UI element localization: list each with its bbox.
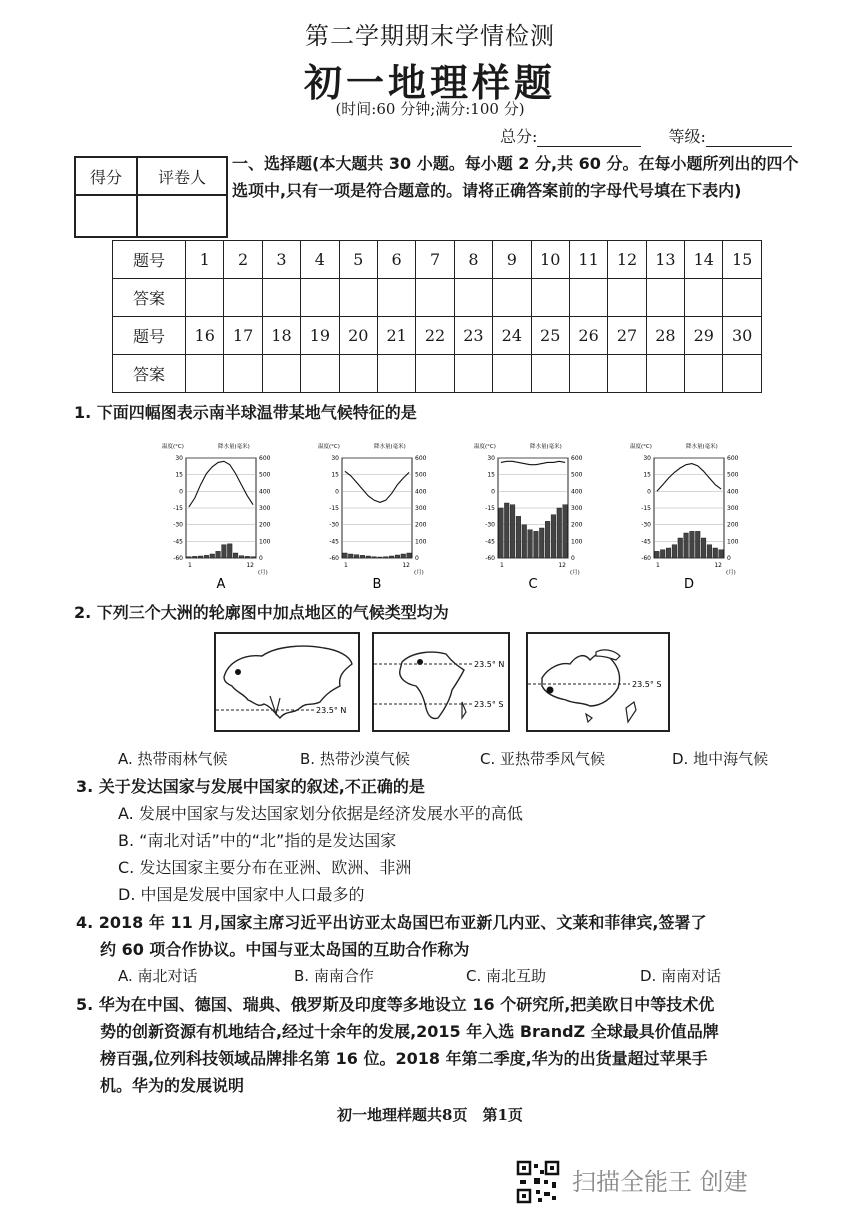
temp-tick-label: -30 bbox=[485, 521, 495, 529]
q5-line2: 势的创新资源有机地结合,经过十余年的发展,2015 年入选 BrandZ 全球最具价值品牌 bbox=[100, 1022, 719, 1041]
temp-tick-label: -60 bbox=[641, 555, 651, 562]
precip-bar bbox=[545, 521, 550, 558]
map-eurasia bbox=[214, 632, 360, 736]
temp-tick-label: 30 bbox=[487, 455, 495, 462]
precip-tick-label: 300 bbox=[259, 505, 271, 512]
precip-bar bbox=[695, 531, 700, 558]
precip-bar bbox=[534, 531, 539, 558]
climate-chart-d bbox=[628, 440, 778, 590]
grid-answer-cell[interactable] bbox=[454, 355, 492, 393]
grid-answer-cell[interactable] bbox=[531, 355, 569, 393]
precip-bar bbox=[713, 548, 718, 558]
precip-tick-label: 600 bbox=[727, 455, 739, 462]
climate-chart-c bbox=[472, 440, 622, 590]
q2-option-a[interactable]: A. 热带雨林气候 bbox=[118, 750, 228, 768]
temp-axis-label: 温度(°C) bbox=[474, 444, 496, 450]
precip-bar bbox=[233, 553, 238, 558]
precip-bar bbox=[227, 544, 232, 558]
grid-question-number: 8 bbox=[454, 241, 492, 279]
precip-tick-label: 500 bbox=[571, 471, 583, 479]
grid-question-number: 19 bbox=[301, 317, 339, 355]
precip-bar bbox=[504, 503, 509, 558]
precip-tick-label: 600 bbox=[259, 455, 271, 462]
precip-bar bbox=[348, 554, 353, 558]
grid-answer-cell[interactable] bbox=[723, 279, 761, 317]
precip-bar bbox=[690, 531, 695, 558]
temp-tick-label: -45 bbox=[641, 538, 651, 546]
q4-option-a[interactable]: A. 南北对话 bbox=[118, 967, 198, 985]
precip-bar bbox=[245, 556, 250, 558]
precip-bar bbox=[239, 556, 244, 558]
precip-bar bbox=[655, 551, 660, 558]
precip-axis-label: 降水量(毫米) bbox=[530, 444, 562, 450]
score-cell[interactable] bbox=[75, 195, 137, 237]
x-tick-start: 1 bbox=[500, 562, 504, 569]
x-tick-end: 12 bbox=[558, 562, 566, 569]
grid-answer-cell[interactable] bbox=[377, 279, 415, 317]
precip-bar bbox=[551, 515, 556, 558]
precip-bar bbox=[395, 555, 400, 558]
q4-stem-line1: 4. 2018 年 11 月,国家主席习近平出访亚太岛国巴布亚新几内亚、文莱和菲律宾,签署了 bbox=[76, 913, 707, 932]
grid-answer-cell[interactable] bbox=[416, 355, 454, 393]
temp-tick-label: 15 bbox=[487, 471, 495, 479]
exam-time-info: (时间:60 分钟;满分:100 分) bbox=[335, 100, 525, 118]
precip-tick-label: 0 bbox=[259, 555, 263, 562]
grid-answer-cell[interactable] bbox=[224, 279, 262, 317]
precip-tick-label: 200 bbox=[259, 521, 271, 529]
precip-tick-label: 0 bbox=[727, 555, 731, 562]
temp-axis-label: 温度(°C) bbox=[318, 444, 340, 450]
grid-question-number: 14 bbox=[685, 241, 723, 279]
precip-axis-label: 降水量(毫米) bbox=[218, 444, 250, 450]
precip-bar bbox=[719, 550, 724, 558]
temp-tick-label: -60 bbox=[173, 555, 183, 562]
precip-bar bbox=[187, 557, 192, 558]
temp-tick-label: 0 bbox=[491, 488, 495, 496]
temperature-line bbox=[189, 461, 253, 507]
precip-tick-label: 200 bbox=[727, 521, 739, 529]
precip-tick-label: 0 bbox=[571, 555, 575, 562]
grid-question-number: 6 bbox=[377, 241, 415, 279]
precip-bar bbox=[366, 556, 371, 558]
grid-answer-cell[interactable] bbox=[493, 355, 531, 393]
q5-line1: 5. 华为在中国、德国、瑞典、俄罗斯及印度等多地设立 16 个研究所,把美欧日中等技术优 bbox=[76, 995, 715, 1014]
precip-tick-label: 300 bbox=[571, 505, 583, 512]
precip-tick-label: 100 bbox=[727, 538, 739, 546]
precip-bar bbox=[210, 554, 215, 558]
precip-tick-label: 100 bbox=[571, 538, 583, 546]
x-unit-label: (月) bbox=[570, 570, 580, 576]
temp-tick-label: -30 bbox=[641, 521, 651, 529]
grid-qlabel: 题号 bbox=[113, 241, 186, 279]
grid-answer-cell[interactable] bbox=[262, 355, 300, 393]
temperature-line bbox=[501, 461, 565, 464]
x-unit-label: (月) bbox=[414, 570, 424, 576]
grid-qlabel: 题号 bbox=[113, 317, 186, 355]
precip-bar bbox=[528, 530, 533, 558]
temp-tick-label: -45 bbox=[485, 538, 495, 546]
grid-question-number: 26 bbox=[569, 317, 607, 355]
x-tick-end: 12 bbox=[246, 562, 254, 569]
x-tick-start: 1 bbox=[188, 562, 192, 569]
chart-letter-label: B bbox=[372, 577, 382, 592]
temperature-line bbox=[657, 464, 721, 492]
q2-option-d[interactable]: D. 地中海气候 bbox=[672, 750, 769, 768]
grid-question-number: 10 bbox=[531, 241, 569, 279]
grid-answer-cell[interactable] bbox=[454, 279, 492, 317]
temp-tick-label: 0 bbox=[335, 488, 339, 496]
grid-answer-cell[interactable] bbox=[685, 279, 723, 317]
grid-answer-cell[interactable] bbox=[339, 279, 377, 317]
australia-lat-label: 23.5° S bbox=[632, 680, 662, 689]
grid-question-number: 18 bbox=[262, 317, 300, 355]
precip-axis-label: 降水量(毫米) bbox=[686, 444, 718, 450]
temp-tick-label: -45 bbox=[329, 538, 339, 546]
temp-tick-label: 0 bbox=[179, 488, 183, 496]
temp-tick-label: 30 bbox=[331, 455, 339, 462]
precip-bar bbox=[539, 528, 544, 558]
precip-tick-label: 500 bbox=[259, 471, 271, 479]
grid-question-number: 20 bbox=[339, 317, 377, 355]
precip-bar bbox=[354, 555, 359, 558]
grid-answer-cell[interactable] bbox=[416, 279, 454, 317]
grid-answer-cell[interactable] bbox=[339, 355, 377, 393]
temp-axis-label: 温度(°C) bbox=[162, 444, 184, 450]
temp-axis-label: 温度(°C) bbox=[630, 444, 652, 450]
x-unit-label: (月) bbox=[258, 570, 268, 576]
africa-lat-n-label: 23.5° N bbox=[474, 660, 505, 669]
total-blank[interactable] bbox=[537, 132, 641, 147]
precip-bar bbox=[401, 554, 406, 558]
grid-question-number: 2 bbox=[224, 241, 262, 279]
precip-tick-label: 300 bbox=[415, 505, 427, 512]
precip-tick-label: 200 bbox=[415, 521, 427, 529]
q4-option-c[interactable]: C. 南北互助 bbox=[466, 967, 547, 985]
grid-answer-cell[interactable] bbox=[646, 279, 684, 317]
precip-tick-label: 200 bbox=[571, 521, 583, 529]
grid-answer-cell[interactable] bbox=[493, 279, 531, 317]
precip-bar bbox=[389, 556, 394, 558]
grid-question-number: 29 bbox=[685, 317, 723, 355]
qr-code-icon bbox=[516, 1160, 560, 1208]
temp-tick-label: -15 bbox=[173, 505, 183, 512]
grid-question-number: 21 bbox=[377, 317, 415, 355]
temp-tick-label: 30 bbox=[175, 455, 183, 462]
grid-answer-cell[interactable] bbox=[186, 355, 224, 393]
grid-answer-cell[interactable] bbox=[262, 279, 300, 317]
temp-tick-label: 15 bbox=[643, 471, 651, 479]
precip-bar bbox=[660, 550, 665, 558]
totals-row bbox=[500, 124, 792, 147]
temp-tick-label: -15 bbox=[485, 505, 495, 512]
q3-option-d[interactable]: D. 中国是发展中国家中人口最多的 bbox=[118, 885, 365, 904]
grid-question-number: 7 bbox=[416, 241, 454, 279]
q1-stem: 1. 下面四幅图表示南半球温带某地气候特征的是 bbox=[74, 403, 417, 422]
grid-question-number: 16 bbox=[186, 317, 224, 355]
q4-option-b[interactable]: B. 南南合作 bbox=[294, 967, 374, 985]
precip-bar bbox=[372, 557, 377, 558]
precip-bar bbox=[407, 553, 412, 558]
precip-tick-label: 0 bbox=[415, 555, 419, 562]
grid-question-number: 11 bbox=[569, 241, 607, 279]
grid-answer-cell[interactable] bbox=[646, 355, 684, 393]
precip-bar bbox=[701, 538, 706, 558]
grid-question-number: 22 bbox=[416, 317, 454, 355]
reviewer-cell[interactable] bbox=[137, 195, 227, 237]
precip-bar bbox=[510, 505, 515, 558]
q2-option-c[interactable]: C. 亚热带季风气候 bbox=[480, 750, 606, 768]
temp-tick-label: -60 bbox=[485, 555, 495, 562]
precip-bar bbox=[678, 538, 683, 558]
precip-tick-label: 500 bbox=[727, 471, 739, 479]
grid-question-number: 17 bbox=[224, 317, 262, 355]
precip-bar bbox=[516, 516, 521, 558]
grid-question-number: 24 bbox=[493, 317, 531, 355]
q3-stem: 3. 关于发达国家与发展中国家的叙述,不正确的是 bbox=[76, 777, 425, 796]
temp-tick-label: -60 bbox=[329, 555, 339, 562]
answer-grid-row-numbers-1 bbox=[113, 241, 762, 279]
precip-bar bbox=[522, 525, 527, 558]
precip-bar bbox=[557, 508, 562, 558]
grid-question-number: 9 bbox=[493, 241, 531, 279]
precip-axis-label: 降水量(毫米) bbox=[374, 444, 406, 450]
precip-bar bbox=[360, 555, 365, 558]
q4-option-d[interactable]: D. 南南对话 bbox=[640, 967, 722, 985]
score-label: 得分 bbox=[75, 157, 137, 195]
precip-bar bbox=[378, 557, 383, 558]
precip-tick-label: 400 bbox=[571, 488, 583, 496]
q5-line4: 机。华为的发展说明 bbox=[100, 1076, 245, 1095]
temp-tick-label: 15 bbox=[175, 471, 183, 479]
q3-option-b[interactable]: B. “南北对话”中的“北”指的是发达国家 bbox=[118, 831, 397, 850]
grid-answer-cell[interactable] bbox=[531, 279, 569, 317]
grid-answer-cell[interactable] bbox=[186, 279, 224, 317]
precip-bar bbox=[499, 508, 504, 558]
precip-tick-label: 400 bbox=[727, 488, 739, 496]
precip-bar bbox=[343, 553, 348, 558]
answer-grid-row-numbers-2 bbox=[113, 317, 762, 355]
precip-bar bbox=[666, 548, 671, 558]
grid-question-number: 23 bbox=[454, 317, 492, 355]
grid-question-number: 15 bbox=[723, 241, 761, 279]
answer-grid bbox=[112, 240, 762, 393]
grid-question-number: 5 bbox=[339, 241, 377, 279]
total-label: 总分: bbox=[500, 127, 538, 146]
grid-answer-cell[interactable] bbox=[608, 355, 646, 393]
grid-question-number: 25 bbox=[531, 317, 569, 355]
grid-answer-cell[interactable] bbox=[569, 279, 607, 317]
grid-question-number: 28 bbox=[646, 317, 684, 355]
precip-tick-label: 600 bbox=[415, 455, 427, 462]
grid-answer-cell[interactable] bbox=[569, 355, 607, 393]
temp-tick-label: 15 bbox=[331, 471, 339, 479]
precip-bar bbox=[251, 557, 256, 558]
temp-tick-label: 0 bbox=[647, 488, 651, 496]
reviewer-label: 评卷人 bbox=[137, 157, 227, 195]
grid-answer-cell[interactable] bbox=[377, 355, 415, 393]
q3-option-c[interactable]: C. 发达国家主要分布在亚洲、欧洲、非洲 bbox=[118, 858, 412, 877]
grid-question-number: 3 bbox=[262, 241, 300, 279]
q3-option-a[interactable]: A. 发展中国家与发达国家划分依据是经济发展水平的高低 bbox=[118, 804, 523, 823]
grid-alabel: 答案 bbox=[113, 279, 186, 317]
x-tick-start: 1 bbox=[344, 562, 348, 569]
grid-question-number: 27 bbox=[608, 317, 646, 355]
precip-bar bbox=[707, 545, 712, 558]
precip-tick-label: 400 bbox=[259, 488, 271, 496]
x-unit-label: (月) bbox=[726, 570, 736, 576]
grid-question-number: 30 bbox=[723, 317, 761, 355]
precip-tick-label: 600 bbox=[571, 455, 583, 462]
grid-answer-cell[interactable] bbox=[224, 355, 262, 393]
chart-letter-label: D bbox=[683, 577, 695, 592]
q2-stem: 2. 下列三个大洲的轮廓图中加点地区的气候类型均为 bbox=[74, 603, 449, 622]
exam-title: 初一地理样题 bbox=[303, 60, 556, 105]
precip-bar bbox=[198, 556, 203, 558]
temp-tick-label: -30 bbox=[329, 521, 339, 529]
grid-question-number: 4 bbox=[301, 241, 339, 279]
precip-bar bbox=[192, 556, 197, 558]
q2-option-b[interactable]: B. 热带沙漠气候 bbox=[300, 750, 410, 768]
answer-grid-row-answers-1 bbox=[113, 279, 762, 317]
grid-question-number: 12 bbox=[608, 241, 646, 279]
temp-tick-label: -45 bbox=[173, 538, 183, 546]
precip-tick-label: 100 bbox=[259, 538, 271, 546]
precip-tick-label: 300 bbox=[727, 505, 739, 512]
temp-tick-label: -30 bbox=[173, 521, 183, 529]
precip-bar bbox=[216, 551, 221, 558]
temp-tick-label: -15 bbox=[641, 505, 651, 512]
grid-answer-cell[interactable] bbox=[685, 355, 723, 393]
eurasia-lat-label: 23.5° N bbox=[316, 706, 347, 715]
map-africa bbox=[372, 632, 510, 736]
page-footer: 初一地理样题共8页 第1页 bbox=[337, 1106, 523, 1124]
precip-bar bbox=[204, 555, 209, 558]
temperature-line bbox=[345, 471, 409, 502]
climate-chart-b bbox=[316, 440, 466, 590]
precip-bar bbox=[222, 545, 227, 558]
temp-tick-label: -15 bbox=[329, 505, 339, 512]
precip-bar bbox=[383, 557, 388, 558]
x-tick-end: 12 bbox=[714, 562, 722, 569]
x-tick-end: 12 bbox=[402, 562, 410, 569]
q5-line3: 榜百强,位列科技领域品牌排名第 16 位。2018 年第二季度,华为的出货量超过苹果手 bbox=[100, 1049, 708, 1068]
precip-bar bbox=[563, 505, 568, 558]
grade-label: 等级: bbox=[668, 127, 706, 146]
grade-blank[interactable] bbox=[706, 132, 792, 147]
grid-answer-cell[interactable] bbox=[608, 279, 646, 317]
score-box bbox=[74, 156, 228, 238]
precip-bar bbox=[672, 545, 677, 558]
x-tick-start: 1 bbox=[656, 562, 660, 569]
precip-tick-label: 500 bbox=[415, 471, 427, 479]
precip-bar bbox=[684, 533, 689, 558]
map-australia bbox=[526, 632, 670, 736]
grid-question-number: 1 bbox=[186, 241, 224, 279]
grid-alabel: 答案 bbox=[113, 355, 186, 393]
chart-letter-label: A bbox=[216, 577, 226, 592]
exam-pretitle: 第二学期期末学情检测 bbox=[305, 22, 555, 50]
grid-answer-cell[interactable] bbox=[723, 355, 761, 393]
answer-grid-row-answers-2 bbox=[113, 355, 762, 393]
q4-stem-line2: 约 60 项合作协议。中国与亚太岛国的互助合作称为 bbox=[100, 940, 470, 959]
africa-lat-s-label: 23.5° S bbox=[474, 700, 504, 709]
grid-answer-cell[interactable] bbox=[301, 279, 339, 317]
grid-question-number: 13 bbox=[646, 241, 684, 279]
precip-tick-label: 100 bbox=[415, 538, 427, 546]
section1-instruction: 一、选择题(本大题共 30 小题。每小题 2 分,共 60 分。在每小题所列出的四个选项中,只有一项是符合题意的。请将正确答案前的字母代号填在下表内) bbox=[232, 154, 799, 200]
chart-letter-label: C bbox=[528, 577, 538, 592]
scanner-watermark-text: 扫描全能王 创建 bbox=[572, 1168, 748, 1196]
grid-answer-cell[interactable] bbox=[301, 355, 339, 393]
precip-tick-label: 400 bbox=[415, 488, 427, 496]
climate-chart-a bbox=[160, 440, 310, 590]
temp-tick-label: 30 bbox=[643, 455, 651, 462]
